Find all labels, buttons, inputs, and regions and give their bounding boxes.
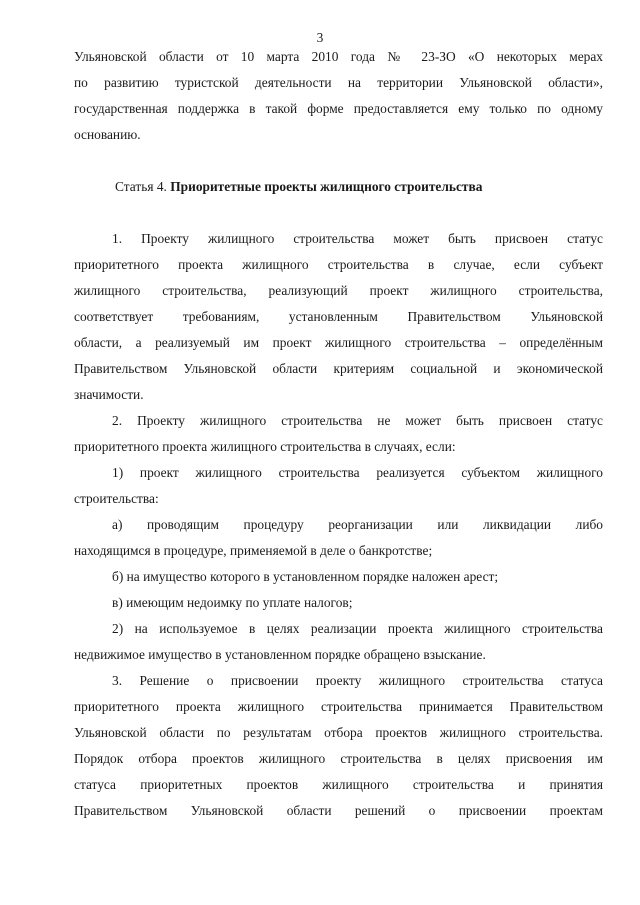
body-line: области, а реализуемый им проект жилищного строительства – определённым — [74, 335, 603, 350]
body-line: соответствует требованиям, установленным Правительством Ульяновской — [74, 309, 603, 324]
body-line: в) имеющим недоимку по уплате налогов; — [112, 595, 353, 610]
body-line: приоритетного проекта жилищного строительства в случаях, если: — [74, 439, 456, 454]
intro-line: основанию. — [74, 127, 141, 142]
body-line: приоритетного проекта жилищного строительства в случае, если субъект — [74, 257, 603, 272]
body-line: жилищного строительства, реализующий проект жилищного строительства, — [74, 283, 603, 298]
body-line: находящимся в процедуре, применяемой в деле о банкротстве; — [74, 543, 433, 558]
body-line: статуса приоритетных проектов жилищного строительства и принятия — [74, 777, 603, 792]
intro-line: Ульяновской области от 10 марта 2010 года № 23-ЗО «О некоторых мерах — [74, 49, 603, 64]
body-line: 2. Проекту жилищного строительства не может быть присвоен статус — [112, 413, 603, 428]
body-line: Ульяновской области по результатам отбора проектов жилищного строительства. — [74, 725, 603, 740]
body-line: строительства: — [74, 491, 159, 506]
article-heading — [115, 180, 482, 193]
page-number: 3 — [316, 30, 324, 45]
article-label: Статья 4. — [115, 179, 167, 194]
body-line: Правительством Ульяновской области критериям социальной и экономической — [74, 361, 603, 376]
body-line: а) проводящим процедуру реорганизации или ликвидации либо — [112, 517, 603, 532]
body-line: Порядок отбора проектов жилищного строительства в целях присвоения им — [74, 751, 603, 766]
intro-line: по развитию туристской деятельности на территории Ульяновской области», — [74, 75, 603, 90]
body-line: 1. Проекту жилищного строительства может быть присвоен статус — [112, 231, 603, 246]
body-line: приоритетного проекта жилищного строительства принимается Правительством — [74, 699, 603, 714]
body-line: Правительством Ульяновской области решений о присвоении проектам — [74, 803, 603, 818]
body-line: значимости. — [74, 387, 144, 402]
body-line: 3. Решение о присвоении проекту жилищного строительства статуса — [112, 673, 603, 688]
article-title: Приоритетные проекты жилищного строительства — [170, 179, 483, 194]
body-line: недвижимое имущество в установленном порядке обращено взыскание. — [74, 647, 486, 662]
intro-line: государственная поддержка в такой форме предоставляется ему только по одному — [74, 101, 603, 116]
body-line: б) на имущество которого в установленном порядке наложен арест; — [112, 569, 499, 584]
body-line: 1) проект жилищного строительства реализуется субъектом жилищного — [112, 465, 603, 480]
body-line: 2) на используемое в целях реализации проекта жилищного строительства — [112, 621, 603, 636]
